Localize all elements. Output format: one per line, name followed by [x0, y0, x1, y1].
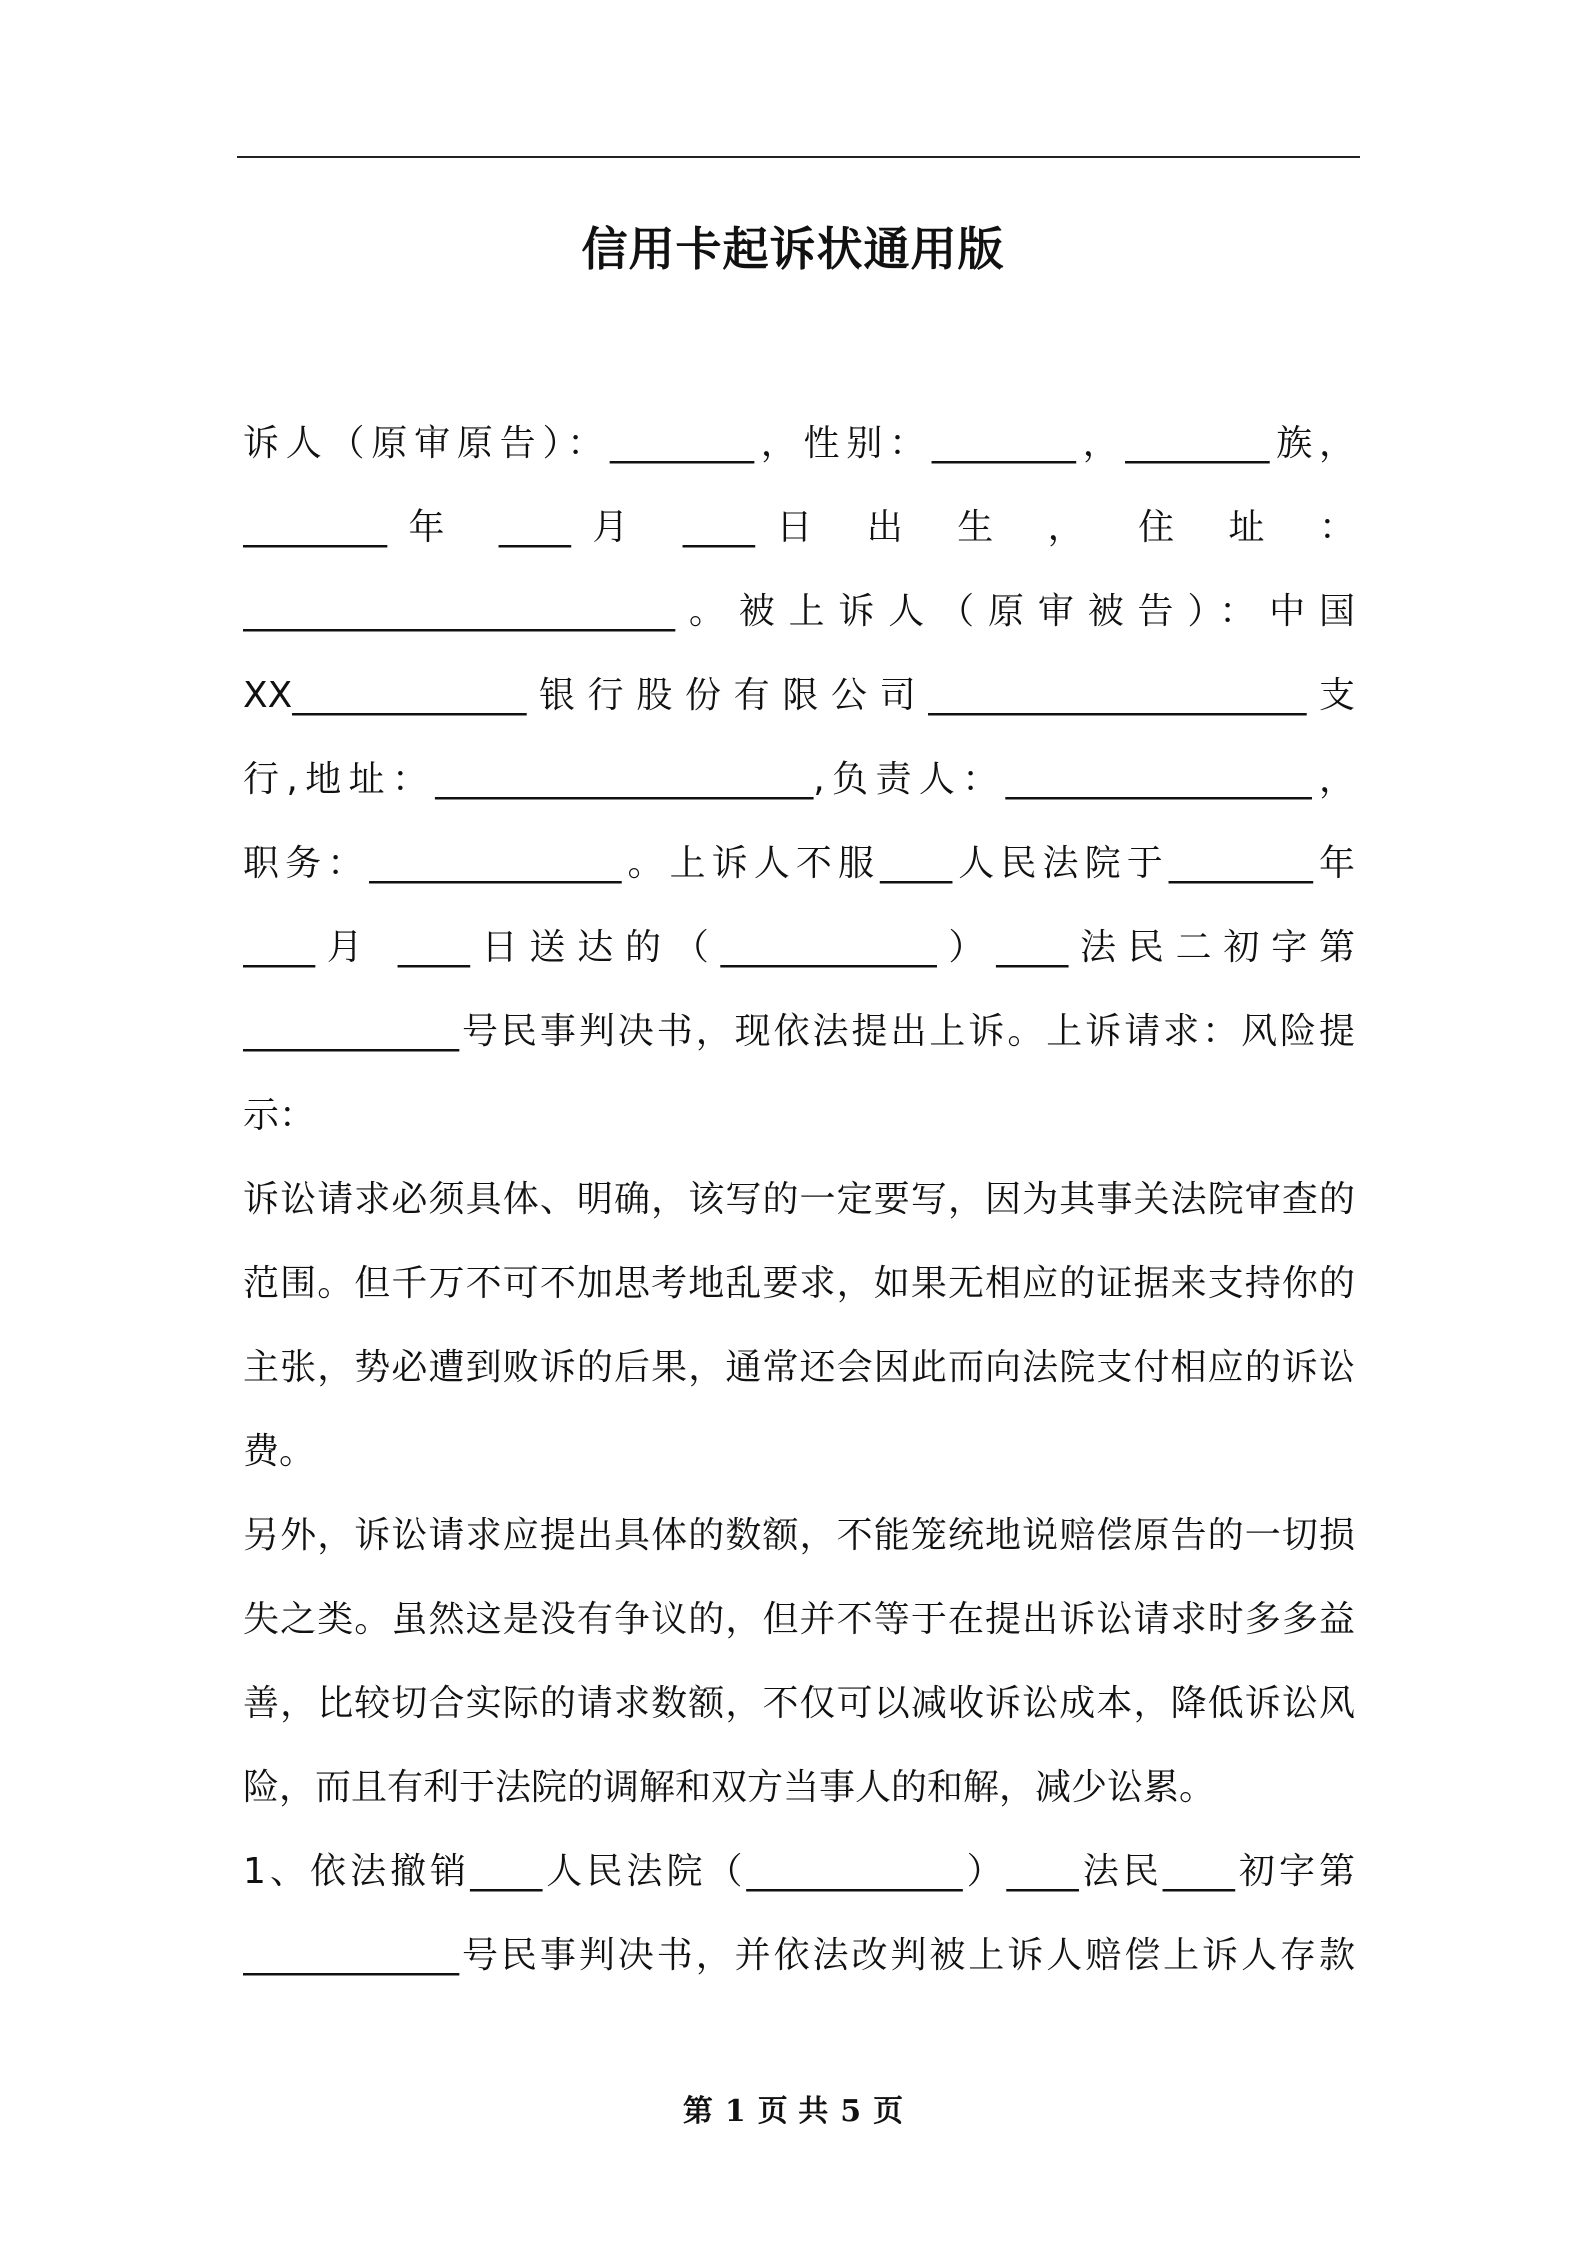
- header-rule: [237, 156, 1360, 158]
- body-line-13: 费。: [243, 1431, 316, 1472]
- body-line-16: 善，比较切合实际的请求数额，不仅可以减收诉讼成本，降低诉讼风: [243, 1683, 1355, 1724]
- body-line-6: 职务：______________。上诉人不服____人民法院于________年: [243, 843, 1355, 884]
- page-middle: 页 共: [757, 2094, 829, 2129]
- body-line-4: XX_____________银行股份有限公司_____________________支: [243, 675, 1355, 716]
- body-line-17: 险，而且有利于法院的调解和双方当事人的和解，减少讼累。: [243, 1767, 1216, 1808]
- page-footer: [0, 2092, 1586, 2132]
- page-total-number: 5: [840, 2094, 862, 2129]
- body-line-2: ________年 ____月 ____日 出 生 ， 住 址 ：: [243, 507, 1355, 548]
- body-line-5: 行,地址：_____________________,负责人：_________________，: [243, 759, 1355, 800]
- body-line-8: ____________号民事判决书，现依法提出上诉。上诉请求：风险提: [243, 1011, 1355, 1052]
- body-line-10: 诉讼请求必须具体、明确，该写的一定要写，因为其事关法院审查的: [243, 1179, 1355, 1220]
- body-line-1: 诉人（原审原告）：________，性别：________，________族，: [243, 423, 1355, 464]
- body-line-11: 范围。但千万不可不加思考地乱要求，如果无相应的证据来支持你的: [243, 1263, 1355, 1304]
- body-line-7: ____月 ____日送达的（____________）____法民二初字第: [243, 927, 1355, 968]
- body-line-3: ________________________。被上诉人（原审被告）：中国: [243, 591, 1355, 632]
- body-line-9: 示：: [243, 1095, 316, 1136]
- body-line-18: 1、依法撤销____人民法院（____________）____法民____初字第: [243, 1851, 1355, 1892]
- body-line-12: 主张，势必遭到败诉的后果，通常还会因此而向法院支付相应的诉讼: [243, 1347, 1355, 1388]
- body-line-14: 另外，诉讼请求应提出具体的数额，不能笼统地说赔偿原告的一切损: [243, 1515, 1355, 1556]
- body-line-15: 失之类。虽然这是没有争议的，但并不等于在提出诉讼请求时多多益: [243, 1599, 1355, 1640]
- page-current-number: 1: [724, 2094, 746, 2129]
- body-line-19: ____________号民事判决书，并依法改判被上诉人赔偿上诉人存款: [243, 1935, 1355, 1976]
- page-suffix: 页: [873, 2094, 904, 2129]
- document-title: 信用卡起诉状通用版: [581, 222, 1005, 276]
- document-body: [243, 402, 1355, 1998]
- page-prefix: 第: [682, 2094, 713, 2129]
